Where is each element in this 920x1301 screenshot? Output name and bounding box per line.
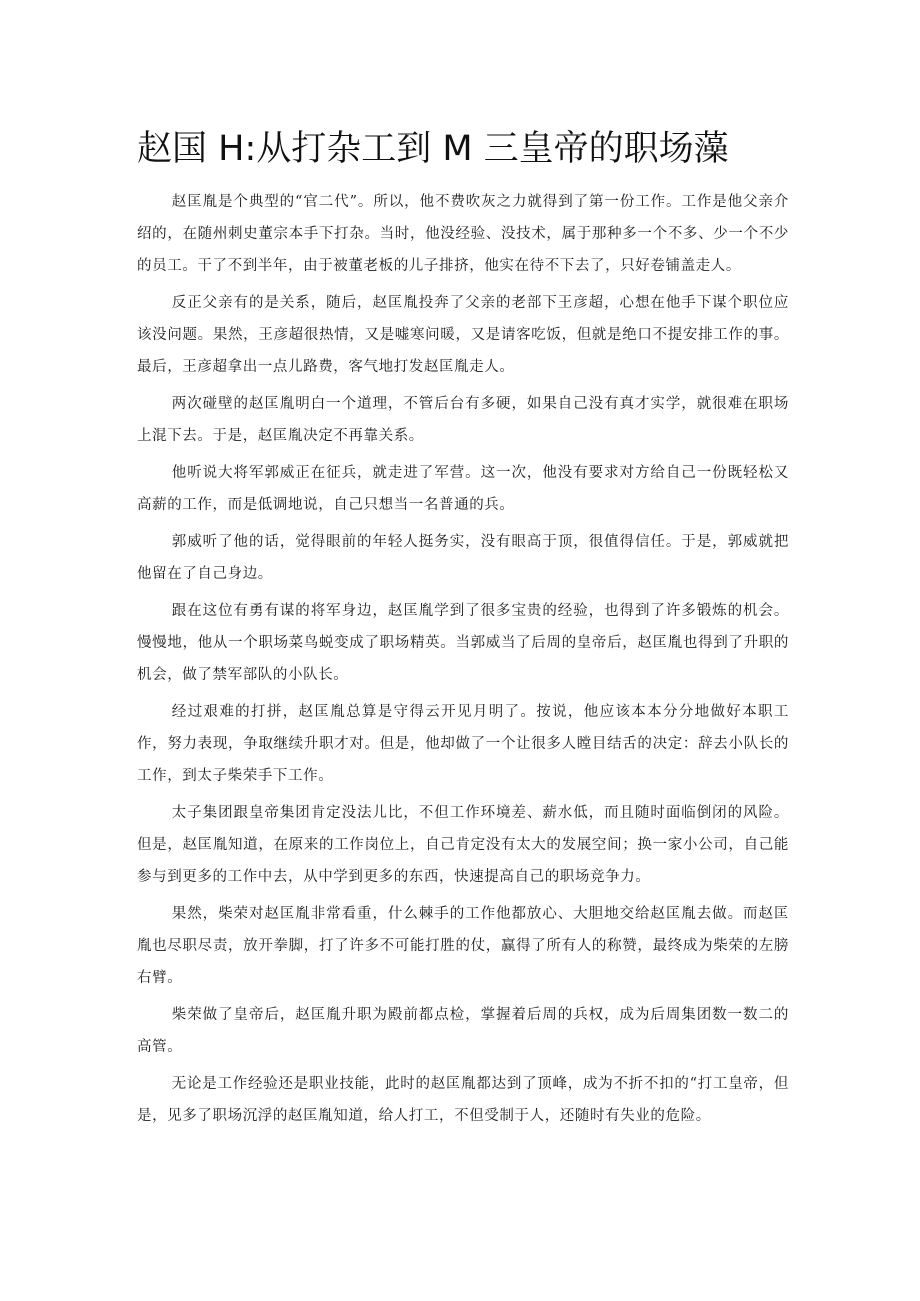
paragraph-4: 他听说大将军郭威正在征兵，就走进了军营。这一次，他没有要求对方给自己一份既轻松又高薪的工作，而是低调地说，自己只想当一名普通的兵。 bbox=[137, 465, 789, 513]
paragraph-7: 经过艰难的打拼，赵匡胤总算是守得云开见月明了。按说，他应该本本分分地做好本职工作，努力表现，争取继续升职才对。但是，他却做了一个让很多人瞠目结舌的决定：辞去小队长的工作，到太子柴荣手下工作。 bbox=[137, 704, 789, 784]
paragraph-8: 太子集团跟皇帝集团肯定没法儿比，不但工作环境差、薪水低，而且随时面临倒闭的风险。但是，赵匡胤知道，在原来的工作岗位上，自己肯定没有太大的发展空间；换一家小公司，自己能参与到更多的工作中去，从中学到更多的东西，快速提高自己的职场竞争力。 bbox=[137, 805, 789, 885]
paragraph-6: 跟在这位有勇有谋的将军身边，赵匡胤学到了很多宝贵的经验，也得到了许多锻炼的机会。慢慢地，他从一个职场菜鸟蜕变成了职场精英。当郭威当了后周的皇帝后，赵匡胤也得到了升职的机会，做了禁军部队的小队长。 bbox=[137, 603, 789, 683]
paragraph-3: 两次碰壁的赵匡胤明白一个道理，不管后台有多硬，如果自己没有真才实学，就很难在职场上混下去。于是，赵匡胤决定不再靠关系。 bbox=[137, 396, 789, 444]
paragraph-9: 果然，柴荣对赵匡胤非常看重，什么棘手的工作他都放心、大胆地交给赵匡胤去做。而赵匡胤也尽职尽责，放开拳脚，打了许多不可能打胜的仗，赢得了所有人的称赞，最终成为柴荣的左膀右臂。 bbox=[137, 906, 789, 986]
paragraph-11: 无论是工作经验还是职业技能，此时的赵匡胤都达到了顶峰，成为不折不扣的“打工皇帝，但是，见多了职场沉浮的赵匡胤知道，给人打工，不但受制于人，还随时有失业的危险。 bbox=[137, 1076, 789, 1124]
document-body bbox=[137, 186, 789, 1137]
paragraph-5: 郭威听了他的话，觉得眼前的年轻人挺务实，没有眼高于顶，很值得信任。于是，郭威就把他留在了自己身边。 bbox=[137, 534, 789, 582]
document-title: 赵国 H:从打杂工到 M 三皇帝的职场藻 bbox=[137, 129, 729, 169]
paragraph-2: 反正父亲有的是关系，随后，赵匡胤投奔了父亲的老部下王彦超，心想在他手下谋个职位应该没问题。果然，王彦超很热情，又是嘘寒问暖，又是请客吃饭，但就是绝口不提安排工作的事。最后，王彦超拿出一点儿路费，客气地打发赵匡胤走人。 bbox=[137, 295, 789, 375]
paragraph-10: 柴荣做了皇帝后，赵匡胤升职为殿前都点检，掌握着后周的兵权，成为后周集团数一数二的高管。 bbox=[137, 1007, 789, 1055]
paragraph-1: 赵匡胤是个典型的“官二代”。所以，他不费吹灰之力就得到了第一份工作。工作是他父亲介绍的，在随州刺史董宗本手下打杂。当时，他没经验、没技术，属于那种多一个不多、少一个不少的员工。干了不到半年，由于被董老板的儿子排挤，他实在待不下去了，只好卷铺盖走人。 bbox=[137, 194, 789, 274]
